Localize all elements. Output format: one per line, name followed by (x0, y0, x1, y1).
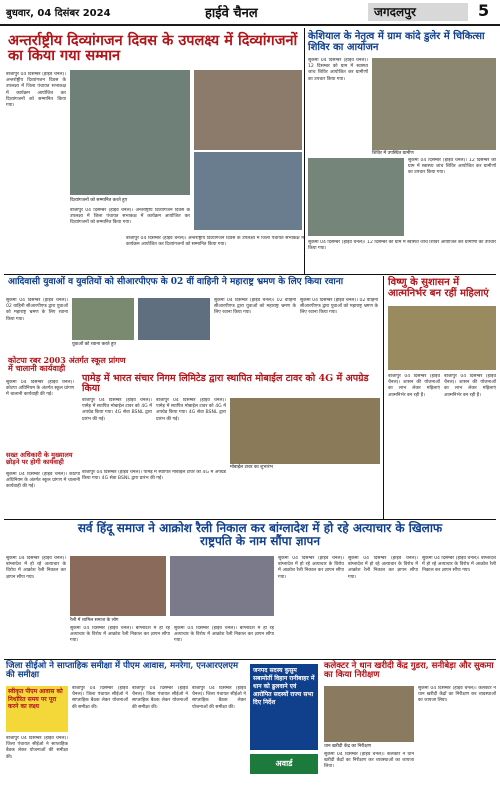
photo-divyang-1 (70, 70, 190, 195)
section-divider (4, 274, 496, 275)
story-body-shivir-cont: सुकमा 04 दिसम्बर (हाईवे चैनल)। 12 दिसम्बर को ग्राम में स्वास्थ्य जांच शिविर आयोजित कर ग्रामीणों का उपचार किया गया। (408, 158, 496, 176)
story-body-rally-cont5: सुकमा 04 दिसम्बर (हाईवे चैनल)। बांग्लादेश में हो रहे अत्याचार के विरोध में आक्रोश रैली निकाल कर ज्ञापन सौंपा गया। (422, 556, 496, 574)
story-headline-vishnu: विष्णु के सुशासन में आत्मनिर्भर बन रहीं महिलाएं (388, 277, 489, 299)
photo-divyang-2 (194, 70, 302, 150)
page-number: 5 (478, 1, 490, 20)
story-body-collector-cont: सुकमा 04 दिसम्बर (हाईवे चैनल)। कलेक्टर ने धान खरीदी केंद्रों का निरीक्षण कर व्यवस्थाओं का जायजा लिया। (418, 686, 496, 704)
caption-bsnl: मोबाईल टावर का शुभारंभ (230, 465, 273, 470)
story-body-vishnu-cont: बीजापुर 04 दिसम्बर (हाईवे चैनल)। शासन की योजनाओं का लाभ लेकर महिलाएं आत्मनिर्भर बन रही हैं। (444, 374, 496, 398)
notice-headline: सख्त अधिकारी के मुख्यालय छोड़ने पर होगी कार्यवाही (6, 451, 73, 466)
notice-body: सुकमा 04 दिसम्बर (हाईवे चैनल)। कोटपा अधिनियम के अंतर्गत स्कूल प्रांगण में चालानी कार्यवाही की गई। (6, 472, 80, 490)
story-headline-kotpa: कोटपा रबर 2003 अंतर्गत स्कूल प्रांगण में चालानी कार्यवाही (8, 355, 126, 374)
caption-shivir: शिविर में उपस्थित ग्रामीण (372, 151, 414, 156)
story-body-crpf-cont2: सुकमा 04 दिसम्बर (हाईवे चैनल)। 02 वाहिनी सीआरपीएफ द्वारा युवाओं को महाराष्ट्र भ्रमण के लिए रवाना किया गया। (300, 298, 378, 316)
story-body-rally-cont3: सुकमा 04 दिसम्बर (हाईवे चैनल)। बांग्लादेश में हो रहे अत्याचार के विरोध में आक्रोश रैली निकाल कर ज्ञापन सौंपा गया। (278, 556, 344, 580)
paper-name: हाईवे चैनल (205, 6, 258, 21)
story-body-bsnl-cont2: बीजापुर 04 दिसम्बर (हाईवे चैनल)। पामेड़ में स्थापित मोबाईल टावर को 4G में अपग्रेड किया गया। 4G सेवा BSNL द्वारा प्रारंभ की गई। (82, 470, 226, 482)
story-headline-bsnl: पामेड़ में भारत संचार निगम लिमिटेड द्वारा स्थापित मोबाईल टावर को 4G में अपग्रेड किया (82, 373, 369, 394)
callout-box: जनपद सदस्य कुसुम सबामोर्ती विहान रानीबाहर में धान को ढुलवाने एवं आरोपित सदस्यों राज्य सभा दिए निर्देश (250, 664, 318, 750)
section-divider-2 (4, 519, 496, 520)
story-body-shivir-cont2: सुकमा 04 दिसम्बर (हाईवे चैनल)। 12 दिसम्बर को ग्राम में स्वास्थ्य जांच शिविर आयोजित कर ग्रामीणों का उपचार किया गया। (308, 240, 496, 252)
story-body-ceo-cont3: बीजापुर 04 दिसम्बर (हाईवे चैनल)। जिला पंचायत सीईओ ने साप्ताहिक बैठक लेकर योजनाओं की समीक्षा की। (192, 686, 246, 710)
story-body-rally-cont: सुकमा 04 दिसम्बर (हाईवे चैनल)। बांग्लादेश में हो रहे अत्याचार के विरोध में आक्रोश रैली निकाल कर ज्ञापन सौंपा गया। (70, 626, 170, 644)
story-body-bsnl-cont: बीजापुर 04 दिसम्बर (हाईवे चैनल)। पामेड़ में स्थापित मोबाईल टावर को 4G में अपग्रेड किया गया। 4G सेवा BSNL द्वारा प्रारंभ की गई। (156, 398, 226, 422)
story-body-shivir: सुकमा 04 दिसम्बर (हाईवे चैनल)। 12 दिसम्बर को ग्राम में स्वास्थ्य जांच शिविर आयोजित कर ग्रामीणों का उपचार किया गया। (308, 58, 368, 82)
photo-bsnl (230, 398, 380, 464)
photo-collector (324, 686, 414, 742)
story-body-divyang-cont2: बीजापुर 04 दिसम्बर (हाईवे चैनल)। अन्तर्राष्ट्रीय दिव्यांगजन दिवस के उपलक्ष्य में जिला पंचायत सभाकक्ष में कार्यक्रम आयोजित कर दिव्यांगजनों को सम्मानित किया गया। (126, 236, 304, 248)
photo-crpf-1 (72, 298, 134, 340)
award-badge: अवार्ड (250, 754, 318, 774)
story-body-crpf-cont: सुकमा 04 दिसम्बर (हाईवे चैनल)। 02 वाहिनी सीआरपीएफ द्वारा युवाओं को महाराष्ट्र भ्रमण के लिए रवाना किया गया। (214, 298, 296, 316)
photo-rally-1 (70, 556, 166, 616)
story-body-collector: सुकमा 04 दिसम्बर (हाईवे चैनल)। कलेक्टर ने धान खरीदी केंद्रों का निरीक्षण कर व्यवस्थाओं का जायजा लिया। (324, 752, 414, 770)
column-divider-2 (383, 276, 384, 520)
story-body-divyang-cont: बीजापुर 04 दिसम्बर (हाईवे चैनल)। अन्तर्राष्ट्रीय दिव्यांगजन दिवस के उपलक्ष्य में जिला पंचायत सभाकक्ष में कार्यक्रम आयोजित कर दिव्यांगजनों को सम्मानित किया गया। (70, 208, 190, 226)
photo-shivir-1 (372, 58, 496, 150)
story-body-ceo-cont2: बीजापुर 04 दिसम्बर (हाईवे चैनल)। जिला पंचायत सीईओ ने साप्ताहिक बैठक लेकर योजनाओं की समीक्षा की। (132, 686, 188, 710)
story-body-crpf: सुकमा 04 दिसम्बर (हाईवे चैनल)। 02 वाहिनी सीआरपीएफ द्वारा युवाओं को महाराष्ट्र भ्रमण के लिए रवाना किया गया। (6, 298, 68, 322)
story-body-rally-cont2: सुकमा 04 दिसम्बर (हाईवे चैनल)। बांग्लादेश में हो रहे अत्याचार के विरोध में आक्रोश रैली निकाल कर ज्ञापन सौंपा गया। (174, 626, 274, 644)
column-divider (304, 28, 305, 274)
photo-vishnu (388, 306, 496, 370)
story-body-divyang: बीजापुर 04 दिसम्बर (हाईवे चैनल)। अन्तर्राष्ट्रीय दिव्यांगजन दिवस के उपलक्ष्य में जिला पंचायत सभाकक्ष में कार्यक्रम आयोजित कर दिव्यांगजनों को सम्मानित किया गया। (6, 72, 66, 109)
story-body-rally: सुकमा 04 दिसम्बर (हाईवे चैनल)। बांग्लादेश में हो रहे अत्याचार के विरोध में आक्रोश रैली निकाल कर ज्ञापन सौंपा गया। (6, 556, 66, 580)
story-headline-rally: सर्व हिंदू समाज ने आक्रोश रैली निकाल कर बांग्लादेश में हो रहे अत्याचार के खिलाफ राष्ट्रपति के नाम सौंपा ज्ञापन (77, 521, 443, 548)
story-body-kotpa: सुकमा 04 दिसम्बर (हाईवे चैनल)। कोटपा अधिनियम के अंतर्गत स्कूल प्रांगण में चालानी कार्यवाही की गई। (6, 380, 74, 398)
photo-rally-2 (170, 556, 274, 616)
photo-crpf-2 (138, 298, 210, 340)
story-body-vishnu: बीजापुर 04 दिसम्बर (हाईवे चैनल)। शासन की योजनाओं का लाभ लेकर महिलाएं आत्मनिर्भर बन रही हैं। (388, 374, 440, 398)
photo-shivir-2 (308, 158, 404, 236)
photo-divyang-3 (194, 152, 302, 230)
issue-date: बुधवार, 04 दिसंबर 2024 (6, 8, 111, 19)
story-body-ceo-cont: बीजापुर 04 दिसम्बर (हाईवे चैनल)। जिला पंचायत सीईओ ने साप्ताहिक बैठक लेकर योजनाओं की समीक्षा की। (72, 686, 128, 710)
story-body-rally-cont4: सुकमा 04 दिसम्बर (हाईवे चैनल)। बांग्लादेश में हो रहे अत्याचार के विरोध में आक्रोश रैली निकाल कर ज्ञापन सौंपा गया। (348, 556, 418, 580)
caption-crpf: युवाओं को रवाना करते हुए (72, 342, 117, 347)
story-headline-divyang: अन्तर्राष्ट्रीय दिव्यांगजन दिवस के उपलक्ष्य में दिव्यांगजनों का किया गया सम्मान (8, 32, 298, 65)
story-body-bsnl: बीजापुर 04 दिसम्बर (हाईवे चैनल)। पामेड़ में स्थापित मोबाईल टावर को 4G में अपग्रेड किया गया। 4G सेवा BSNL द्वारा प्रारंभ की गई। (82, 398, 152, 422)
caption-rally: रैली में शामिल समाज के लोग (70, 618, 119, 623)
caption-collector: धान खरीदी केंद्र का निरीक्षण (324, 744, 371, 749)
caption-divyang: दिव्यांगजनों को सम्मानित करते हुए (70, 198, 128, 203)
story-headline-crpf: आदिवासी युवाओं व युवतियों को सीआरपीएफ के 02 वीं वाहिनी ने महाराष्ट्र भ्रमण के लिए किया रवाना (8, 277, 344, 287)
section-divider-3 (4, 659, 496, 660)
edition-city: जगदलपुर (368, 3, 468, 21)
page-header (0, 0, 500, 26)
story-headline-ceo: जिला सीईओ ने साप्ताहिक समीक्षा में पीएम आवास, मनरेगा, एनआरएलएम की समीक्षा (6, 661, 239, 680)
story-headline-shivir: केशियाल के नेतृत्व में ग्राम कांदे डुलेर में चिकित्सा शिविर का आयोजन (308, 31, 485, 53)
sidebar-box: स्वीकृत पीएम आवास को निर्धारित समय पर पूरा करने का लक्ष्य (6, 686, 68, 732)
story-headline-collector: कलेक्टर ने धान खरीदी केंद्र गुडरा, सनीबेड़ा और सुकमा का किया निरीक्षण (324, 661, 494, 680)
story-body-ceo: बीजापुर 04 दिसम्बर (हाईवे चैनल)। जिला पंचायत सीईओ ने साप्ताहिक बैठक लेकर योजनाओं की समीक्षा की। (6, 736, 68, 760)
